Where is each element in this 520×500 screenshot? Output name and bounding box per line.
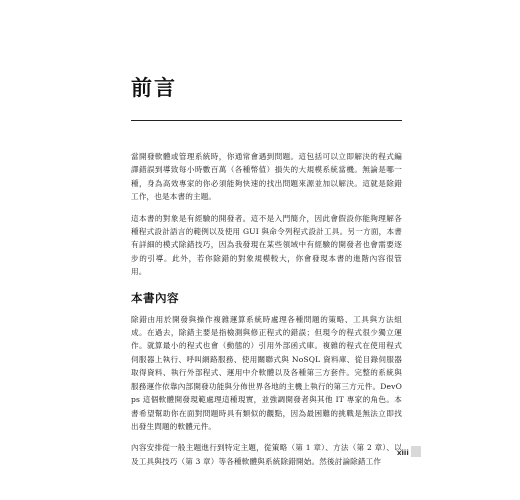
page-number: xiii [397, 449, 409, 457]
intro-paragraph-2: 這本書的對象是有經驗的開發者。這不是入門簡介，因此會假設你能夠理解各種程式設計語言的範例以及使用 GUI 與命令列程式設計工具。另一方面，本書有詳細的模式除錯技巧，因為我發現在某些領域中有經驗的開發者也會需要逐步的引導。此外，若你除錯的對象規模較大，你會發現本書的進階內容很管用。 [131, 213, 402, 277]
chapter-title: 前言 [131, 76, 177, 100]
page-thumb-tab [411, 446, 421, 457]
section-heading: 本書內容 [131, 290, 179, 305]
title-rule [131, 120, 402, 121]
section-paragraph-2: 內容安排從一般主題進行到特定主題，從策略（第 1 章）、方法（第 2 章）、以及工具與技巧（第 3 章）等各種軟體與系統除錯開始。然後討論除錯工作 [131, 443, 402, 466]
intro-paragraph-1: 當開發軟體或管理系統時，你通常會遇到問題。這包括可以立即解決的程式編譯錯誤到導致每小時數百萬（各種幣值）損失的大規模系統當機。無論是哪一種，身為高效專家的你必須能夠快速的找出問題來源並加以解決。這就是除錯工作，也是本書的主題。 [131, 152, 402, 202]
section-paragraph-1: 除錯由用於開發與操作複雜運算系統時處理各種問題的策略、工具與方法組成。在過去，除錯主要是指檢測與修正程式的錯誤；但現今的程式很少獨立運作。就算最小的程式也會（動態的）引用外部函式庫。複雜的程式在使用程式伺服器上執行、呼叫網路服務、使用關聯式與 NoSQL 資料庫、從目錄伺服器取得資料、執行外部程式、運用中介軟體以及各種第三方套件。完整的系統與服務運作依靠內部開發功能與分佈世界各地的主機上執行的第三方元件。DevOps 這個軟體開發現範處理這種現實，並強調開發者與其他 IT 專家的角色。本書希望幫助你在面對問題時具有類似的觀點，因為最困難的挑戰是無法立即找出發生問題的軟體元件。 [131, 314, 402, 431]
page-body [131, 150, 402, 476]
